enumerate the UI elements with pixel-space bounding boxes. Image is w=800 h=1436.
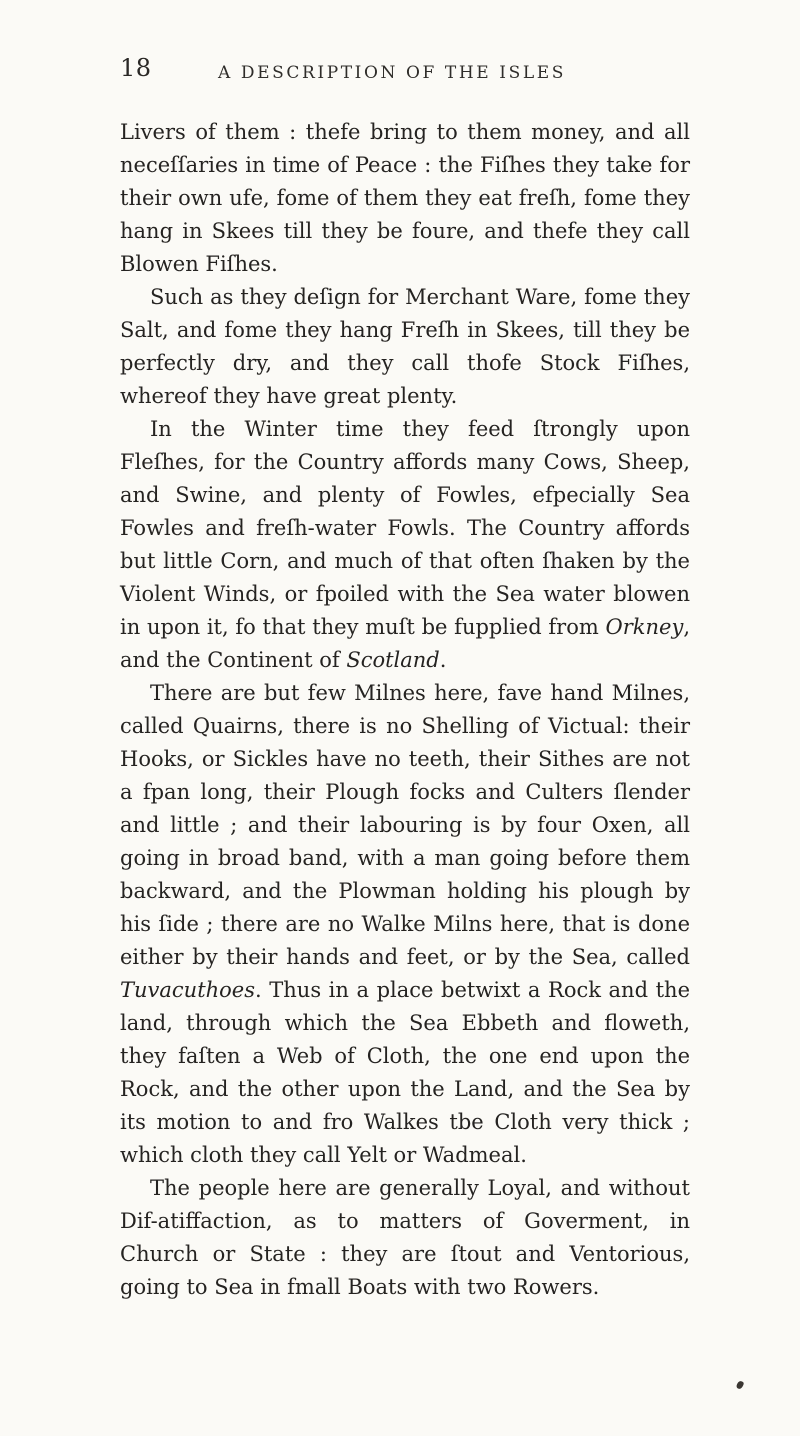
paragraph-5: The people here are generally Loyal, and without Dif-atiffaction, as to matters of Goverment, in Church or State : they are ſtout and Ventorious, going to Sea in fmall Boats with two Rowers. [120, 1176, 690, 1299]
paragraph-3-text-b: , and the Continent of [120, 615, 690, 672]
ink-mark [736, 1380, 745, 1390]
paragraph-1: Livers of them : thefe bring to them money, and all neceſſaries in time of Peace : the Fiſhes they take for their own ufe, fome of them they eat freſh, fome they hang in Skees till they be foure, and thefe they call Blowen Fiſhes. [120, 120, 690, 276]
place-scotland: Scotland [346, 648, 440, 672]
paragraph-4 [120, 677, 690, 1172]
body-text [120, 116, 690, 1304]
paragraph-3-text-a: In the Winter time they feed ſtrongly upon Fleſhes, for the Country affords many Cows, Sheep, and Swine, and plenty of Fowles, efpecially Sea Fowles and freſh-water Fowls. The Country affords but little Corn, and much of that often ſhaken by the Violent Winds, or fpoiled with the Sea water blowen in upon it, fo that they muſt be fupplied from [120, 417, 690, 639]
term-tuvacuthoes: Tuvacuthoes [120, 978, 256, 1002]
place-orkney: Orkney [605, 615, 684, 639]
running-head: A DESCRIPTION OF THE ISLES [218, 63, 567, 83]
paragraph-4-text-b: . Thus in a place betwixt a Rock and the land, through which the Sea Ebbeth and floweth, they faſten a Web of Cloth, the one end upon the Rock, and the other upon the Land, and the Sea by its motion to and fro Walkes tbe Cloth very thick ; which cloth they call Yelt or Wadmeal. [120, 978, 690, 1167]
paragraph-3-text-c: . [439, 648, 447, 672]
paragraph-4-text-a: There are but few Milnes here, fave hand Milnes, called Quairns, there is no Shelling of Victual: their Hooks, or Sickles have no teeth, their Sithes are not a fpan long, their Plough focks and Culters ſlender and little ; and their labouring is by four Oxen, all going in broad band, with a man going before them backward, and the Plowman holding his plough by his ſide ; there are no Walke Milns here, that is done either by their hands and feet, or by the Sea, called [120, 681, 690, 969]
page-number: 18 [120, 54, 152, 82]
paragraph-2: Such as they deſign for Merchant Ware, fome they Salt, and fome they hang Freſh in Skees, till they be perfectly dry, and they call thofe Stock Fiſhes, whereof they have great plenty. [120, 285, 690, 408]
paragraph-3 [120, 413, 690, 677]
